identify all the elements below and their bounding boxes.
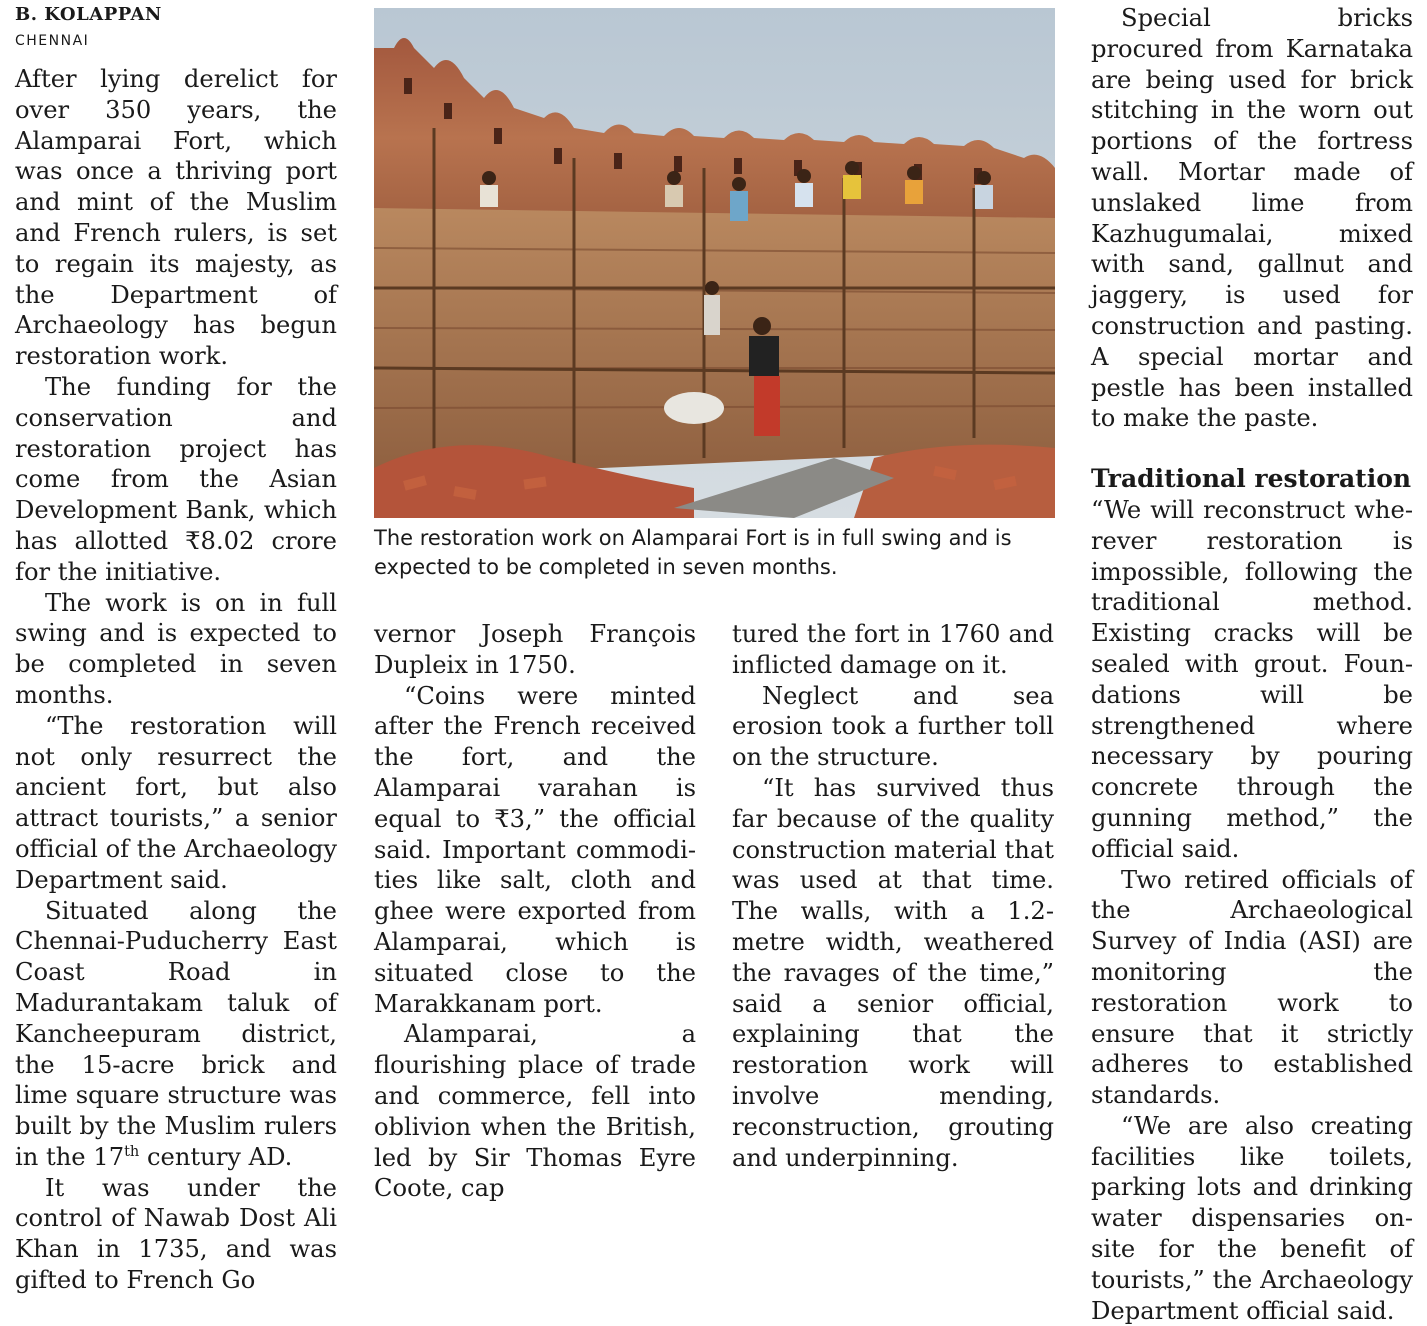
paragraph: “It has survived thus far because of the quality construction material that was used at that time. The walls, with a 1.2-metre width, weathered the ravages of the time,” said a senior official, explaining that the restoration work will involve mending, reconstruction, grouting and underpinning.	[732, 773, 1054, 1172]
superscript: th	[124, 1143, 140, 1160]
section-subhead: Traditional restoration	[1091, 464, 1412, 494]
paragraph: Special bricks procured from Karnataka are being used for brick stitching in the worn out portions of the fortress wall. Mortar made of unslaked lime from Kazhugumalai, mixed with sand, gallnut and jaggery, is used for construction and pasting. A special mortar and pestle has been installed to make the paste.	[1091, 4, 1413, 433]
paragraph: Alamparai, a flourishing place of trade and commerce, fell into oblivion when the British, led by Sir Thomas Eyre Coote, cap	[374, 1020, 696, 1203]
paragraph	[15, 896, 337, 1173]
paragraph: Neglect and sea erosion took a further toll on the structure.	[732, 681, 1054, 772]
paragraph: “Coins were minted after the French received the fort, and the Alamparai varahan is equal to ₹3,” the official said. Important commodities like salt, cloth and ghee were exported from Alamparai, which is situated close to the Marakkanam port.	[374, 681, 696, 1018]
photo-caption: The restoration work on Alamparai Fort is in full swing and is expected to be completed in seven months.	[374, 526, 1012, 579]
paragraph: The work is on in full swing and is expected to be completed in seven months.	[15, 588, 337, 709]
article-column-2	[374, 619, 696, 1204]
paragraph: Two retired officials of the Archaeological Survey of India (ASI) are monitoring the restoration work to ensure that it strictly adheres to established standards.	[1091, 865, 1413, 1110]
fort-photo-illustration	[374, 8, 1055, 518]
paragraph: “We will reconstruct wherever restoration is impossible, following the traditional method. Existing cracks will be sealed with grout. Foundations will be strengthened where necessary by pouring concrete through the gunning method,” the official said.	[1091, 495, 1413, 863]
paragraph: vernor Joseph François Dupleix in 1750.	[374, 620, 696, 679]
article-column-3	[732, 619, 1054, 1173]
byline: B. KOLAPPAN	[15, 4, 162, 25]
article-column-1	[15, 64, 337, 1296]
paragraph: tured the fort in 1760 and inflicted damage on it.	[732, 620, 1054, 679]
paragraph: The funding for the conservation and restoration project has come from the Asian Development Bank, which has allotted ₹8.02 crore for the initiative.	[15, 372, 337, 586]
dateline: CHENNAI	[15, 33, 90, 49]
paragraph-text: Situated along the Chennai-Puducherry East Coast Road in Madurantakam taluk of Kancheepuram district, the 15-acre brick and lime square structure was built by the Muslim rulers in the 17	[15, 896, 337, 1171]
paragraph-text: century AD.	[139, 1142, 293, 1171]
article-column-4	[1091, 3, 1413, 1326]
paragraph: It was under the control of Nawab Dost Ali Khan in 1735, and was gifted to French Go	[15, 1173, 337, 1295]
article-photo	[374, 8, 1055, 518]
paragraph: After lying derelict for over 350 years, the Alamparai Fort, which was once a thriving port and mint of the Muslim and French rulers, is set to regain its majesty, as the Department of Archaeology has begun restoration work.	[15, 65, 337, 371]
paragraph: “The restoration will not only resurrect the ancient fort, but also attract tourists,” a senior official of the Archaeology Department said.	[15, 711, 338, 894]
paragraph: “We are also creating facilities like toilets, parking lots and drinking water dispensaries on-site for the benefit of tourists,” the Archaeology Department official said.	[1091, 1111, 1413, 1325]
